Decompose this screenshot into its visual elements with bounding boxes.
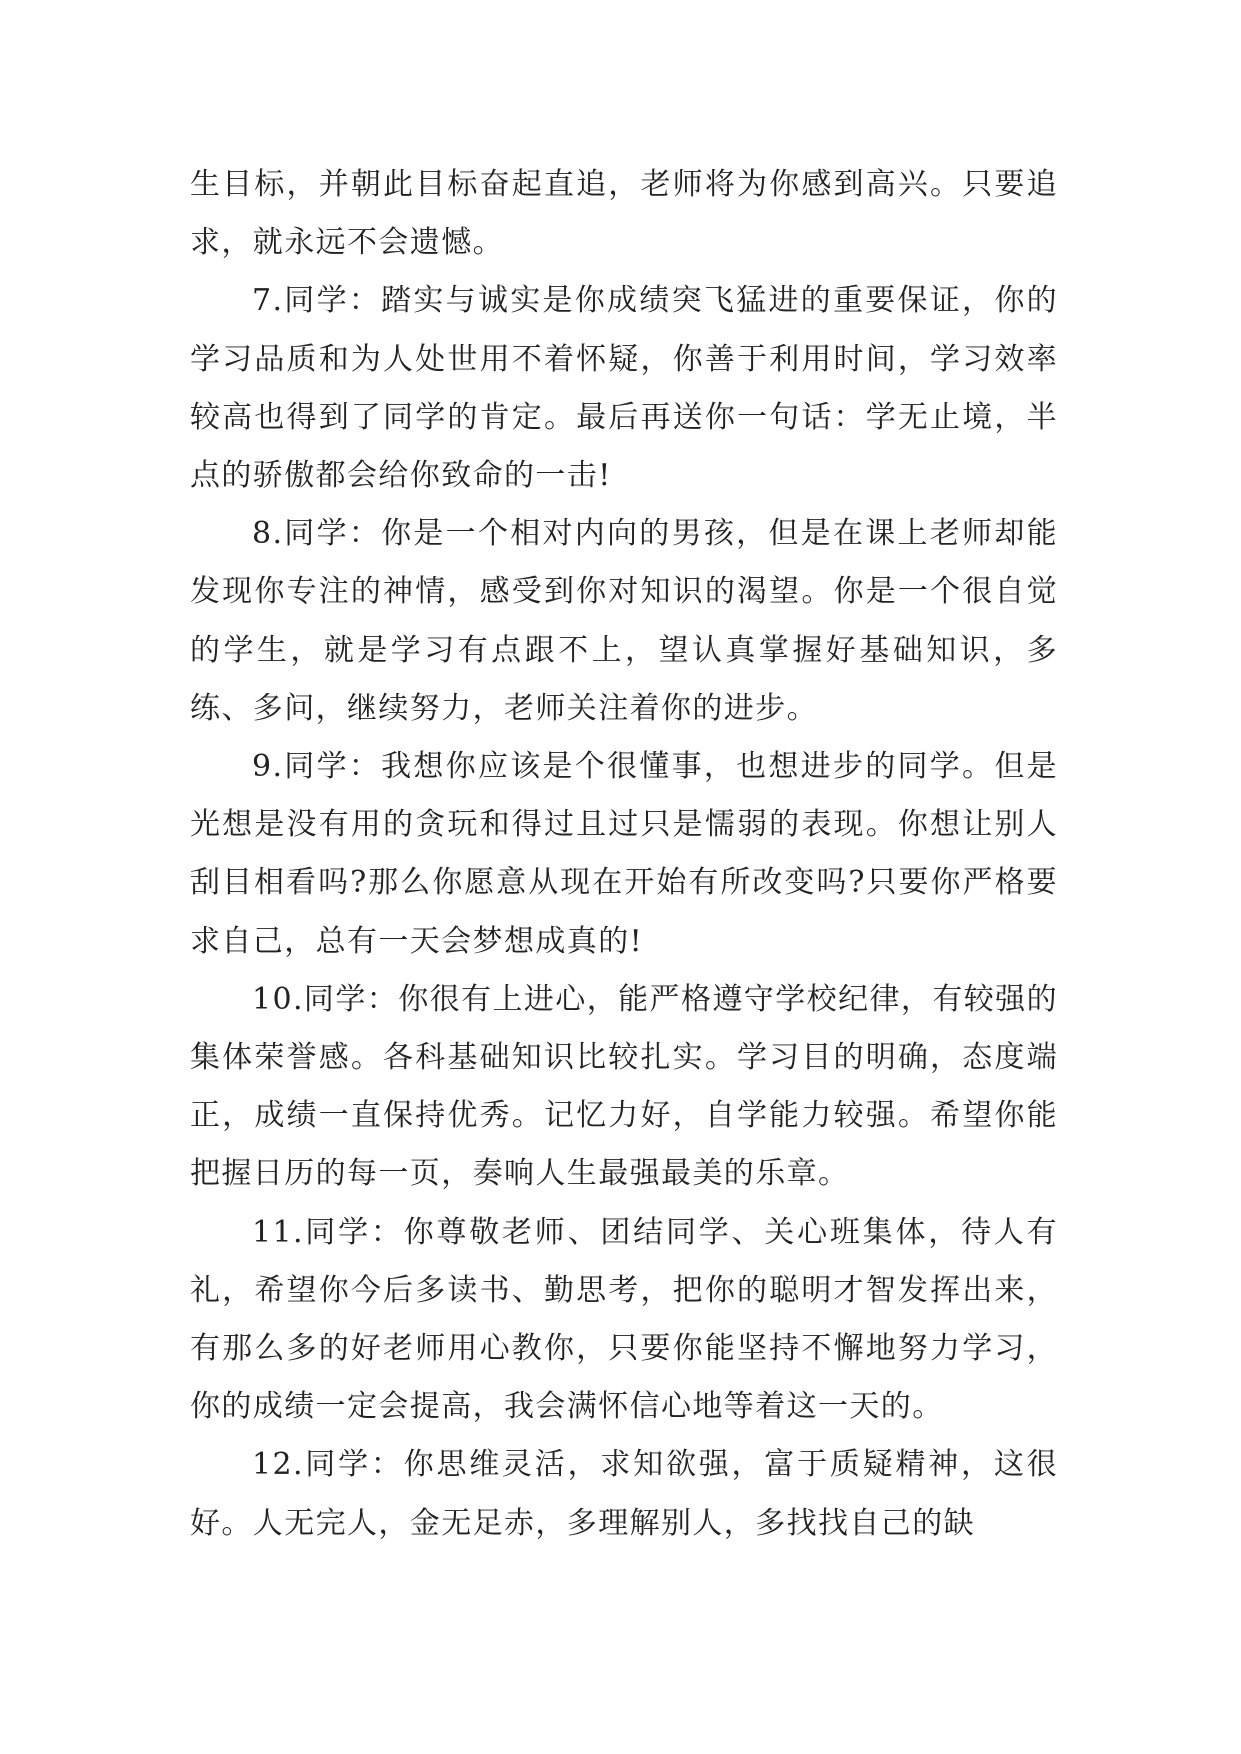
- paragraph-comment-7: 7.同学：踏实与诚实是你成绩突飞猛进的重要保证，你的学习品质和为人处世用不着怀疑，你善于利用时间，学习效率较高也得到了同学的肯定。最后再送你一句话：学无止境，半点的骄傲都会给你致命的一击!: [190, 283, 1058, 494]
- document-body: [190, 156, 1058, 1553]
- paragraph-comment-9: 9.同学：我想你应该是个很懂事，也想进步的同学。但是光想是没有用的贪玩和得过且过只是懦弱的表现。你想让别人刮目相看吗?那么你愿意从现在开始有所改变吗?只要你严格要求自己，总有一天会梦想成真的!: [190, 749, 1058, 959]
- paragraph-continuation: 生目标，并朝此目标奋起直追，老师将为你感到高兴。只要追求，就永远不会遗憾。: [190, 167, 1058, 261]
- paragraph-comment-11: 11.同学：你尊敬老师、团结同学、关心班集体，待人有礼，希望你今后多读书、勤思考，把你的聪明才智发挥出来，有那么多的好老师用心教你，只要你能坚持不懈地努力学习，你的成绩一定会提高，我会满怀信心地等着这一天的。: [190, 1214, 1058, 1425]
- paragraph-comment-12: 12.同学：你思维灵活，求知欲强，富于质疑精神，这很好。人无完人，金无足赤，多理解别人，多找找自己的缺: [190, 1447, 1058, 1541]
- paragraph-comment-10: 10.同学：你很有上进心，能严格遵守学校纪律，有较强的集体荣誉感。各科基础知识比较扎实。学习目的明确，态度端正，成绩一直保持优秀。记忆力好，自学能力较强。希望你能把握日历的每一页，奏响人生最强最美的乐章。: [190, 981, 1058, 1192]
- paragraph-comment-8: 8.同学：你是一个相对内向的男孩，但是在课上老师却能发现你专注的神情，感受到你对知识的渴望。你是一个很自觉的学生，就是学习有点跟不上，望认真掌握好基础知识，多练、多问，继续努力，老师关注着你的进步。: [190, 516, 1058, 726]
